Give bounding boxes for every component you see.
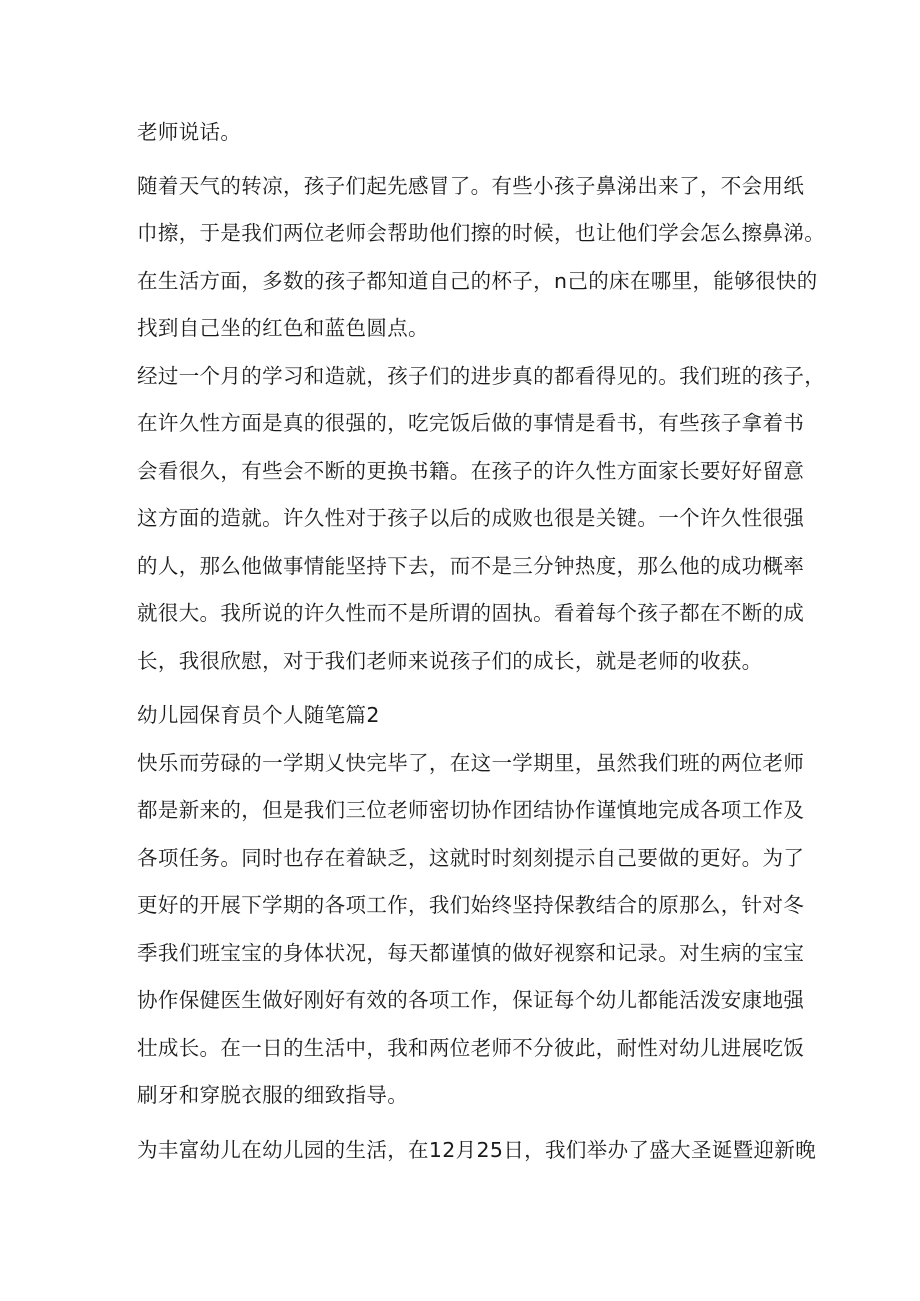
text-line: 更好的开展下学期的各项工作，我们始终坚持保教结合的原那么，针对冬 bbox=[137, 893, 805, 917]
text-line: 巾擦，于是我们两位老师会帮助他们擦的时候，也让他们学会怎么擦鼻涕。 bbox=[137, 221, 826, 245]
text-line: 会看很久，有些会不断的更换书籍。在孩子的许久性方面家长要好好留意 bbox=[137, 459, 805, 483]
text-line: 这方面的造就。许久性对于孩子以后的成败也很是关键。一个许久性很强 bbox=[137, 506, 805, 530]
text-line: 壮成长。在一日的生活中，我和两位老师不分彼此，耐性对幼儿进展吃饭 bbox=[137, 1036, 805, 1060]
text-line: 经过一个月的学习和造就，孩子们的进步真的都看得见的。我们班的孩子， bbox=[137, 364, 826, 388]
text-line: 随着天气的转凉，孩子们起先感冒了。有些小孩子鼻涕出来了，不会用纸 bbox=[137, 174, 805, 198]
text-line: 在许久性方面是真的很强的，吃完饭后做的事情是看书，有些孩子拿着书 bbox=[137, 411, 805, 435]
text-line: 老师说话。 bbox=[137, 120, 242, 144]
text-line: 刷牙和穿脱衣服的细致指导。 bbox=[137, 1083, 409, 1107]
text-line: 找到自己坐的红色和蓝色圆点。 bbox=[137, 316, 429, 340]
text-line: 的人，那么他做事情能坚持下去，而不是三分钟热度，那么他的成功概率 bbox=[137, 554, 805, 578]
text-line: 快乐而劳碌的一学期乂快完毕了，在这一学期里，虽然我们班的两位老师 bbox=[137, 751, 805, 775]
text-line: 季我们班宝宝的身体状况，每天都谨慎的做好视察和记录。对生病的宝宝 bbox=[137, 941, 805, 965]
text-line: 为丰富幼儿在幼儿园的生活，在12月25日，我们举办了盛大圣诞暨迎新晚 bbox=[137, 1138, 817, 1162]
text-line: 各项任务。同时也存在着缺乏，这就时时刻刻提示自己要做的更好。为了 bbox=[137, 846, 805, 870]
text-line: 协作保健医生做好刚好有效的各项工作，保证每个幼儿都能活泼安康地强 bbox=[137, 988, 805, 1012]
section-heading: 幼儿园保育员个人随笔篇2 bbox=[137, 703, 380, 727]
text-line: 都是新来的，但是我们三位老师密切协作团结协作谨慎地完成各项工作及 bbox=[137, 798, 805, 822]
text-line: 在生活方面，多数的孩子都知道自己的杯子，n己的床在哪里，能够很快的 bbox=[137, 269, 818, 293]
text-line: 就很大。我所说的许久性而不是所谓的固执。看着每个孩子都在不断的成 bbox=[137, 601, 805, 625]
text-line: 长，我很欣慰，对于我们老师来说孩子们的成长，就是老师的收获。 bbox=[137, 649, 763, 673]
